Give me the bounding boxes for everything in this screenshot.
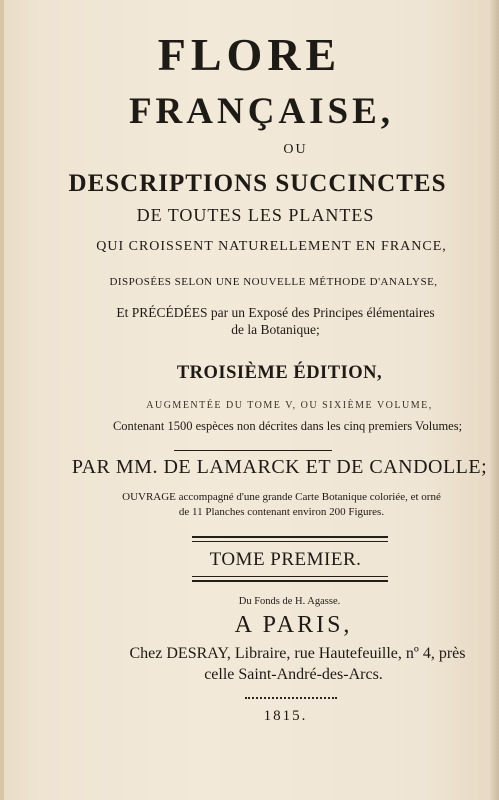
tome-rule-top-thin: [192, 541, 388, 542]
tome-rule-bottom: [192, 580, 388, 582]
tome-rule-bottom-thin: [192, 576, 388, 577]
tome-heading: TOME PREMIER.: [209, 549, 362, 570]
ouvrage-line-2: de 11 Planches contenant environ 200 Figures.: [178, 506, 385, 518]
divider-rule: [174, 450, 332, 451]
edition-heading: TROISIÈME ÉDITION,: [176, 363, 383, 383]
authors-line: PAR MM. DE LAMARCK ET DE CANDOLLE;: [71, 456, 488, 478]
subtitle-descriptions: DESCRIPTIONS SUCCINCTES: [68, 170, 447, 197]
publication-year: 1815.: [263, 708, 308, 724]
ou-text: OU: [283, 142, 308, 157]
publisher-address-2: celle Saint-André-des-Arcs.: [204, 666, 383, 683]
subtitle-toutes: DE TOUTES LES PLANTES: [136, 205, 375, 225]
edition-augmentee: AUGMENTÉE DU TOME V, OU SIXIÈME VOLUME,: [146, 400, 433, 411]
subtitle-disposees: DISPOSÉES SELON UNE NOUVELLE MÉTHODE D'ANALYSE,: [109, 276, 438, 288]
publisher-address-1: Chez DESRAY, Libraire, rue Hautefeuille, nº 4, près: [129, 645, 466, 662]
ornament-divider: [245, 697, 337, 703]
title-line-1: FLORE: [157, 29, 342, 80]
edition-contenant: Contenant 1500 espèces non décrites dans les cinq premiers Volumes;: [112, 419, 463, 433]
tome-rule-top: [192, 536, 388, 538]
subtitle-botanique: de la Botanique;: [231, 322, 320, 337]
title-line-2: FRANÇAISE,: [128, 91, 395, 132]
ouvrage-line-1: OUVRAGE accompagné d'une grande Carte Botanique coloriée, et orné: [122, 491, 441, 503]
publisher-fonds: Du Fonds de H. Agasse.: [238, 596, 341, 607]
subtitle-precedees: Et PRÉCÉDÉES par un Exposé des Principes élémentaires: [116, 305, 435, 320]
publisher-city: A PARIS,: [234, 612, 353, 638]
subtitle-qui-croissent: QUI CROISSENT NATURELLEMENT EN FRANCE,: [96, 239, 447, 254]
